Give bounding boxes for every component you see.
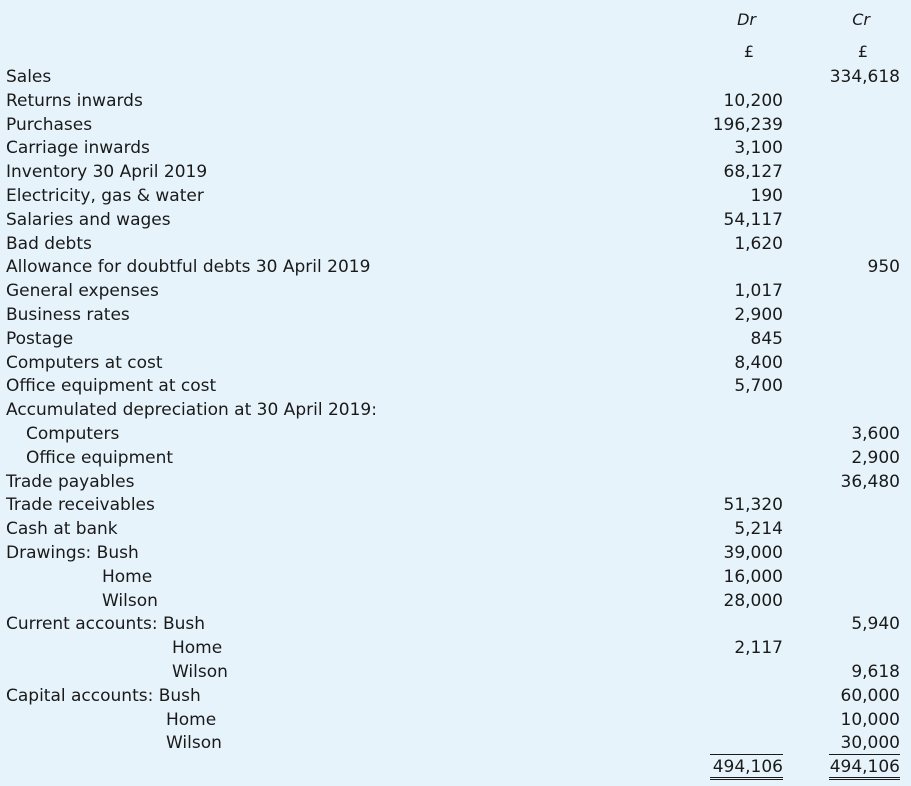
ledger-row (0, 375, 911, 399)
debit-amount: 54,117 (723, 209, 783, 230)
ledger-row (0, 685, 911, 709)
account-name: Capital accounts: Bush (6, 685, 201, 706)
debit-column-heading: Dr (737, 10, 756, 29)
ledger-row (0, 352, 911, 376)
credit-amount: 950 (867, 257, 900, 278)
account-name: Accumulated depreciation at 30 April 2019: (6, 400, 377, 421)
debit-amount: 68,127 (723, 162, 783, 183)
account-name: Home (102, 566, 153, 587)
ledger-row (0, 328, 911, 352)
credit-amount: 5,940 (851, 614, 900, 635)
credit-amount: 2,900 (851, 447, 900, 468)
debit-amount: 2,117 (734, 638, 783, 659)
debit-amount: 16,000 (723, 566, 783, 587)
account-name: Inventory 30 April 2019 (6, 162, 208, 183)
account-name: Office equipment (26, 447, 174, 468)
ledger-row (0, 494, 911, 518)
account-name: Allowance for doubtful debts 30 April 2019 (6, 257, 371, 278)
account-name: Business rates (6, 304, 130, 325)
ledger-row (0, 637, 911, 661)
ledger-row (0, 709, 911, 733)
credit-amount: 3,600 (851, 423, 900, 444)
ledger-row (0, 447, 911, 471)
ledger-row (0, 590, 911, 614)
debit-amount: 8,400 (734, 352, 783, 373)
credit-column-heading: Cr (852, 10, 870, 29)
ledger-row (0, 423, 911, 447)
account-name: Trade payables (6, 471, 135, 492)
debit-amount: 5,700 (734, 376, 783, 397)
debit-amount: 1,620 (734, 233, 783, 254)
debit-amount: 3,100 (734, 138, 783, 159)
account-name: Electricity, gas & water (6, 185, 204, 206)
credit-total: 494,106 (829, 754, 900, 780)
debit-amount: 196,239 (712, 114, 783, 135)
account-name: Postage (6, 328, 74, 349)
account-name: Purchases (6, 114, 93, 135)
ledger-row (0, 209, 911, 233)
column-header (0, 0, 911, 66)
credit-amount: 9,618 (851, 661, 900, 682)
credit-amount: 30,000 (840, 733, 900, 754)
account-name: Wilson (166, 733, 222, 754)
ledger-row (0, 185, 911, 209)
account-name: Carriage inwards (6, 138, 150, 159)
account-name: Office equipment at cost (6, 376, 217, 397)
account-name: Sales (6, 67, 52, 87)
credit-currency-symbol: £ (857, 42, 868, 61)
account-name: Wilson (102, 590, 158, 611)
debit-amount: 39,000 (723, 542, 783, 563)
account-name: Cash at bank (6, 519, 118, 540)
ledger-row (0, 90, 911, 114)
ledger-row (0, 732, 911, 756)
ledger-row (0, 137, 911, 161)
account-name: Bad debts (6, 233, 92, 254)
debit-amount: 28,000 (723, 590, 783, 611)
debit-total: 494,106 (710, 754, 783, 780)
account-name: Drawings: Bush (6, 542, 139, 563)
debit-amount: 2,900 (734, 304, 783, 325)
account-name: Home (172, 638, 223, 659)
ledger-row (0, 161, 911, 185)
debit-amount: 10,200 (723, 90, 783, 111)
ledger-row (0, 66, 911, 90)
debit-amount: 845 (750, 328, 783, 349)
account-name: General expenses (6, 281, 159, 302)
account-name: Salaries and wages (6, 209, 171, 230)
account-name: Computers at cost (6, 352, 163, 373)
totals-row (0, 754, 911, 784)
credit-amount: 60,000 (840, 685, 900, 706)
ledger-row (0, 613, 911, 637)
credit-amount: 36,480 (840, 471, 900, 492)
account-name: Computers (26, 423, 120, 444)
ledger-row (0, 280, 911, 304)
debit-currency-symbol: £ (743, 42, 754, 61)
debit-amount: 5,214 (734, 519, 783, 540)
account-name: Wilson (172, 661, 228, 682)
account-name: Trade receivables (6, 495, 155, 516)
debit-amount: 190 (750, 185, 783, 206)
debit-amount: 1,017 (734, 281, 783, 302)
ledger-row (0, 256, 911, 280)
trial-balance-rows (0, 66, 911, 756)
credit-amount: 334,618 (829, 67, 900, 87)
account-name: Returns inwards (6, 90, 143, 111)
ledger-row (0, 399, 911, 423)
ledger-row (0, 471, 911, 495)
ledger-row (0, 233, 911, 257)
account-name: Home (166, 709, 217, 730)
account-name: Current accounts: Bush (6, 614, 206, 635)
ledger-row (0, 542, 911, 566)
ledger-row (0, 114, 911, 138)
ledger-row (0, 566, 911, 590)
ledger-row (0, 518, 911, 542)
credit-amount: 10,000 (840, 709, 900, 730)
ledger-row (0, 304, 911, 328)
ledger-row (0, 661, 911, 685)
debit-amount: 51,320 (723, 495, 783, 516)
